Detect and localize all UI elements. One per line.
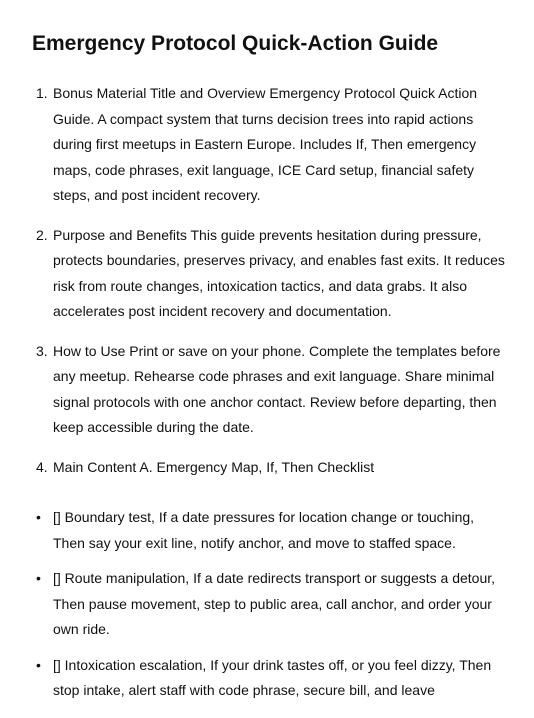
- checklist-item-text: [] Intoxication escalation, If your drink tastes off, or you feel dizzy, Then stop intake, alert staff with code phrase, secure bill, and leave: [53, 656, 492, 698]
- numbered-list-item: [0, 81, 508, 209]
- checklist: [0, 505, 534, 714]
- page-title: Emergency Protocol Quick-Action Guide: [32, 32, 439, 55]
- item-number: 1.: [36, 85, 48, 101]
- item-text: Main Content A. Emergency Map, If, Then Checklist: [53, 458, 375, 475]
- checklist-item: [0, 505, 508, 556]
- checklist-item: [0, 653, 508, 704]
- numbered-list: [0, 81, 534, 494]
- item-number: 2.: [36, 226, 48, 243]
- bullet-icon: •: [36, 570, 41, 586]
- checklist-item-text: [] Route manipulation, If a date redirects transport or suggests a detour, Then pause movement, step to public area, call anchor, and order your own ride.: [53, 570, 496, 637]
- numbered-list-item: [0, 339, 508, 441]
- item-text: Bonus Material Title and Overview Emergency Protocol Quick Action Guide. A compact system that turns decision trees into rapid actions during first meetups in Eastern Europe. Includes If, Then emergency maps, code phrases, exit language, ICE Card setup, financial safety steps, and post incident recovery.: [53, 85, 478, 203]
- item-text: How to Use Print or save on your phone. Complete the templates before any meetup. Rehearse code phrases and exit language. Share minimal signal protocols with one anchor contact. Review before departing, then keep accessible during the date.: [53, 342, 501, 435]
- bullet-icon: •: [36, 509, 41, 525]
- item-number: 4.: [36, 458, 48, 475]
- numbered-list-item: [0, 223, 508, 325]
- checklist-item: [0, 566, 508, 643]
- checklist-item-text: [] Boundary test, If a date pressures for location change or touching, Then say your exit line, notify anchor, and move to staffed space.: [53, 509, 475, 551]
- bullet-icon: •: [36, 656, 41, 673]
- item-text: Purpose and Benefits This guide prevents hesitation during pressure, protects boundaries, preserves privacy, and enables fast exits. It reduces risk from route changes, intoxication tactics, and data grabs. It also accelerates post incident recovery and documentation.: [53, 226, 505, 319]
- item-number: 3.: [36, 342, 48, 359]
- numbered-list-item: [0, 455, 508, 481]
